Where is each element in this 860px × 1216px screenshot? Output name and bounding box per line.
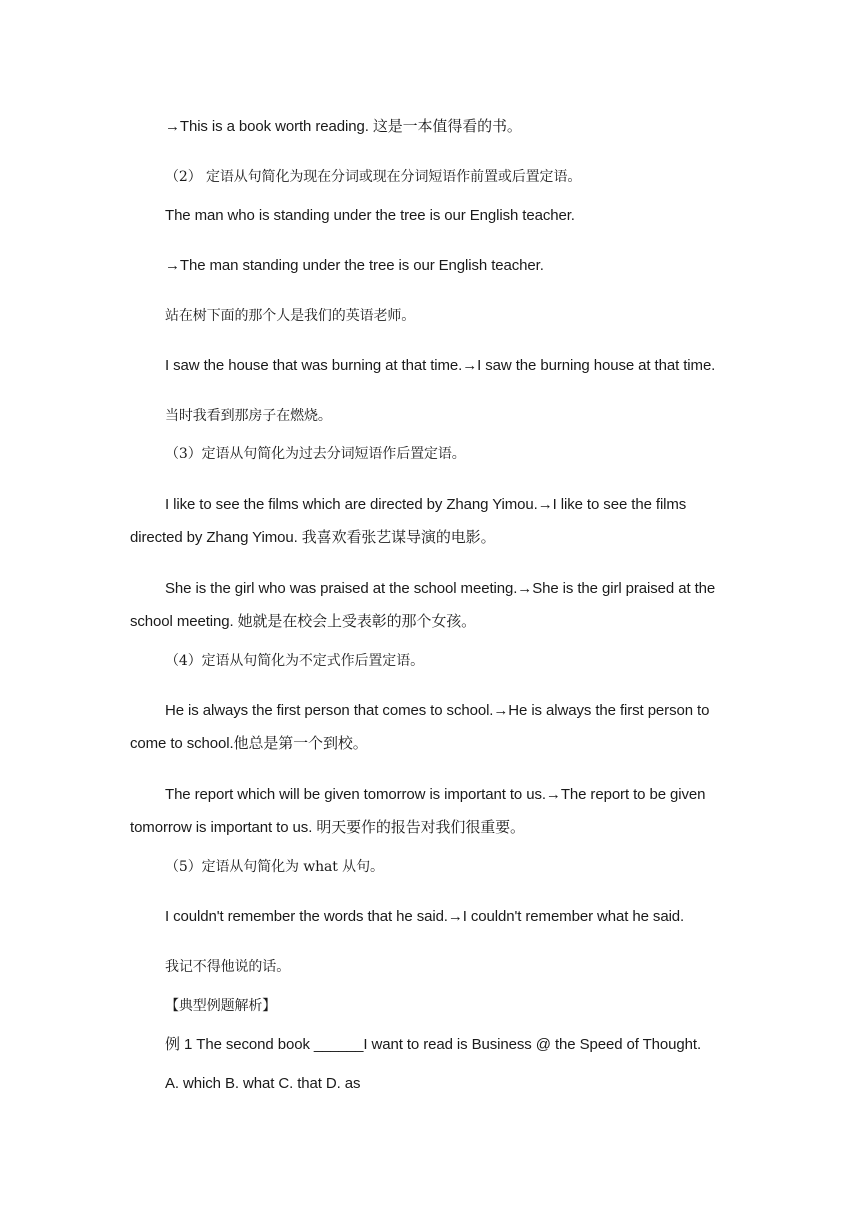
paragraph-line: directed by Zhang Yimou. 我喜欢看张艺谋导演的电影。: [130, 529, 496, 546]
paragraph-line: →This is a book worth reading. 这是一本值得看的书。: [165, 118, 522, 135]
paragraph-line: I couldn't remember the words that he said.→I couldn't remember what he said.: [165, 908, 685, 925]
paragraph-line: 站在树下面的那个人是我们的英语老师。: [165, 308, 416, 324]
paragraph-line: I like to see the films which are directed by Zhang Yimou.→I like to see the films: [165, 496, 687, 513]
paragraph-line: tomorrow is important to us. 明天要作的报告对我们很重要。: [130, 819, 525, 836]
section-heading: （5）定语从句简化为 what 从句。: [165, 859, 384, 875]
paragraph-line: 我记不得他说的话。: [165, 959, 291, 975]
paragraph-line: school meeting. 她就是在校会上受表彰的那个女孩。: [130, 613, 477, 630]
section-heading: 【典型例题解析】: [165, 998, 277, 1014]
section-heading: （2） 定语从句简化为现在分词或现在分词短语作前置或后置定语。: [165, 169, 582, 185]
section-heading: （3）定语从句简化为过去分词短语作后置定语。: [165, 446, 466, 462]
paragraph-line: →The man standing under the tree is our English teacher.: [165, 257, 544, 274]
paragraph-line: The report which will be given tomorrow is important to us.→The report to be given: [165, 786, 706, 803]
example-question: 例 1 The second book ______I want to read is Business @ the Speed of Thought.: [165, 1036, 702, 1053]
paragraph-line: I saw the house that was burning at that time.→I saw the burning house at that time.: [165, 357, 716, 374]
section-heading: （4）定语从句简化为不定式作后置定语。: [165, 653, 425, 669]
paragraph-line: come to school.他总是第一个到校。: [130, 735, 368, 752]
paragraph-line: The man who is standing under the tree is our English teacher.: [165, 207, 575, 224]
paragraph-line: He is always the first person that comes to school.→He is always the first person to: [165, 702, 710, 719]
paragraph-line: 当时我看到那房子在燃烧。: [165, 408, 332, 424]
paragraph-line: She is the girl who was praised at the school meeting.→She is the girl praised at the: [165, 580, 716, 597]
answer-options: A. which B. what C. that D. as: [165, 1075, 361, 1092]
